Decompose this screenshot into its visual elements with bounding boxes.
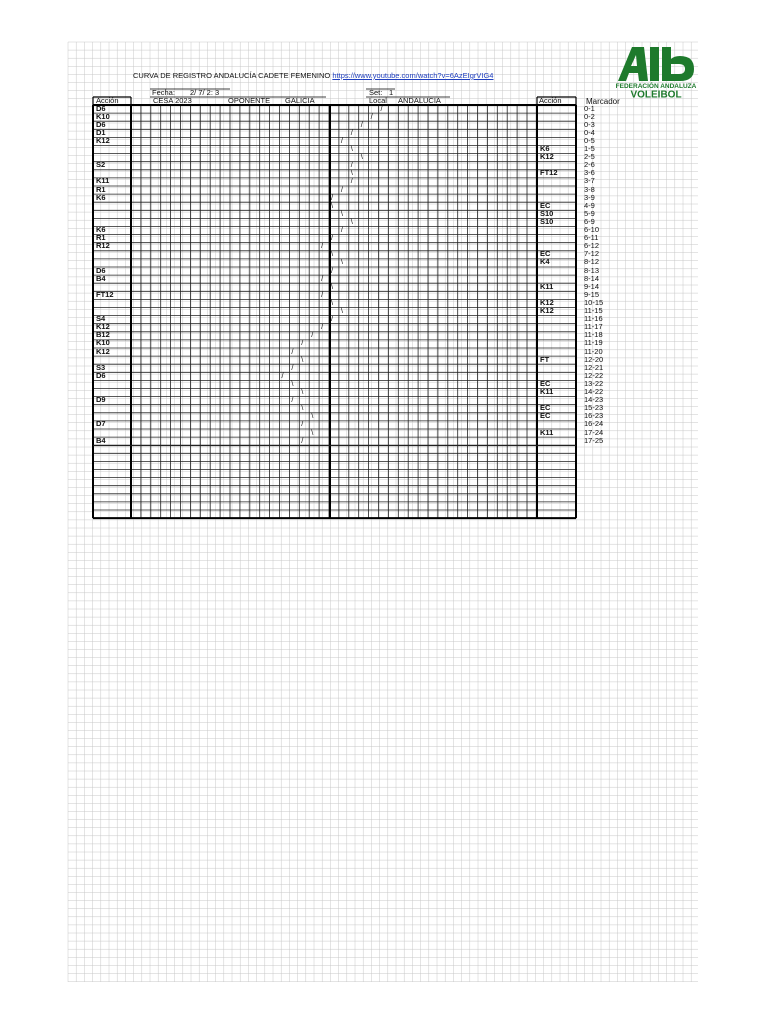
left-action: B4 [96,273,106,283]
left-action: D6 [96,119,106,129]
score-cell: 0-2 [584,111,595,121]
left-action: D9 [96,395,106,405]
right-action: K4 [540,257,550,267]
right-action: EC [540,249,551,259]
curve-mark: \ [340,257,343,267]
left-action: D6 [96,370,106,380]
right-action: K6 [540,144,550,153]
curve-mark: / [340,225,343,234]
score-cell: 11-15 [584,306,603,315]
left-action: D7 [96,419,106,429]
score-cell: 11-18 [584,330,603,340]
left-action: K6 [96,192,106,202]
score-cell: 9-14 [584,281,600,291]
fecha-value: 2/ 7/ 2: 3 [190,88,220,97]
right-action: K12 [540,306,554,315]
score-cell: 3-9 [584,192,595,202]
left-action: K10 [96,111,110,121]
curve-mark: \ [331,297,334,307]
curve-mark: \ [340,306,343,315]
set-value: 1 [389,88,394,97]
score-cell: 9-15 [584,289,600,299]
right-action: K12 [540,152,554,162]
score-cell: 8-12 [584,257,600,267]
logo-mark-icon [614,43,698,99]
sheet-title [133,72,493,80]
left-action: K12 [96,135,110,145]
curve-mark: \ [350,216,353,226]
curve-mark: / [291,395,294,405]
left-action: FT12 [96,289,114,299]
left-action: S4 [96,314,106,324]
score-cell: 15-23 [584,403,604,413]
score-cell: 3-8 [584,184,595,194]
left-action: R1 [96,233,106,243]
score-cell: 6-10 [584,225,600,234]
marcador-header: Marcador [586,97,620,106]
curve-mark: / [350,127,353,137]
left-action: K12 [96,346,110,356]
right-action: FT [540,354,550,364]
curve-mark: \ [340,208,343,218]
curve-mark: \ [331,200,334,210]
right-action: EC [540,378,551,388]
left-action: R12 [96,241,110,251]
left-action: K12 [96,322,110,332]
score-cell: 12-22 [584,370,604,380]
score-cell: 11-16 [584,314,603,324]
right-action: EC [540,411,551,421]
score-cell: 17-25 [584,435,604,445]
curve-mark: \ [301,354,304,364]
score-cell: 14-23 [584,395,604,405]
curve-mark: / [321,273,324,283]
score-cell: 6-9 [584,216,595,226]
local-value: ANDALUCIA [398,96,441,105]
score-cell: 11-20 [584,346,603,356]
local-label: Local [369,96,387,105]
right-action: K11 [540,427,554,437]
curve-mark: / [350,160,353,170]
logo-line1: FEDERACIÓN ANDALUZA [615,83,697,90]
curve-mark: \ [350,144,353,153]
federation-logo [614,43,698,99]
score-cell: 2-5 [584,152,595,162]
score-cell: 12-20 [584,354,604,364]
score-cell: 10-15 [584,297,604,307]
right-action: K12 [540,297,554,307]
score-cell: 5-9 [584,208,595,218]
score-cell: 6-11 [584,233,599,243]
score-cell: 8-13 [584,265,600,275]
curve-mark: \ [301,387,304,396]
score-cell: 1-5 [584,144,595,153]
left-action: K10 [96,338,110,348]
score-cell: 3-7 [584,176,595,186]
left-action: D1 [96,127,106,137]
curve-mark: / [340,135,343,145]
event-name: CESA 2023 [153,96,192,105]
right-action: EC [540,403,551,413]
curve-mark: / [301,435,304,445]
score-cell: 0-4 [584,127,595,137]
right-action: S10 [540,208,554,218]
left-action: B12 [96,330,110,340]
oponente-value: GALICIA [285,96,315,105]
curve-mark: \ [331,249,334,259]
right-action: K11 [540,281,554,291]
right-action: EC [540,200,551,210]
curve-mark: / [321,322,324,332]
score-cell: 0-5 [584,135,595,145]
video-link[interactable]: https://www.youtube.com/watch?v=6AzEIgrVIG4 [332,71,494,80]
curve-mark: \ [331,281,334,291]
fecha-label: Fecha: [152,88,175,97]
title-text: CURVA DE REGISTRO ANDALUCÍA CADETE FEMENINO [133,71,331,80]
left-action: R1 [96,184,106,194]
score-cell: 13-22 [584,378,604,388]
curve-mark: \ [291,378,294,388]
score-cell: 14-22 [584,387,604,396]
left-action: S2 [96,160,106,170]
left-action: K6 [96,225,106,234]
score-cell: 7-12 [584,249,600,259]
curve-mark: / [321,241,324,251]
score-cell: 6-12 [584,241,600,251]
score-cell: 16-23 [584,411,604,421]
curve-mark: / [370,111,373,121]
curve-mark: / [301,419,304,429]
oponente-label: OPONENTE [228,96,271,105]
curve-mark: \ [311,411,314,421]
logo-line2: VOLEIBOL [630,89,682,99]
score-cell: 0-1 [584,103,595,113]
curve-mark: / [331,233,334,243]
right-action: FT12 [540,168,558,178]
score-cell: 0-3 [584,119,595,129]
score-cell: 4-9 [584,200,595,210]
score-cell: 3-6 [584,168,595,178]
accion-right-header: Acción [539,96,562,105]
score-cell: 2-6 [584,160,595,170]
curve-mark: \ [350,168,353,178]
right-action: K11 [540,387,554,396]
curve-mark: / [331,265,334,275]
curve-mark: / [281,370,284,380]
curve-mark: / [360,119,363,129]
curve-mark: / [291,362,294,372]
score-cell: 11-17 [584,322,603,332]
left-action: B4 [96,435,106,445]
curve-mark: / [301,338,304,348]
score-cell: 8-14 [584,273,600,283]
curve-mark: \ [311,427,314,437]
curve-mark: \ [301,403,304,413]
right-action: S10 [540,216,554,226]
curve-mark: / [331,314,334,324]
accion-left-header: Acción [96,96,119,105]
left-action: D6 [96,103,106,113]
set-label: Set: [369,88,383,97]
left-action: K11 [96,176,110,186]
curve-mark: / [291,346,294,356]
score-cell: 16-24 [584,419,604,429]
left-action: D6 [96,265,106,275]
curve-mark: / [321,289,324,299]
score-cell: 11-19 [584,338,603,348]
curve-mark: / [380,103,383,113]
curve-mark: / [331,192,334,202]
score-cell: 17-24 [584,427,604,437]
left-action: S3 [96,362,106,372]
curve-mark: / [350,176,353,186]
curve-mark: \ [360,152,363,162]
curve-mark: / [311,330,314,340]
curve-mark: / [340,184,343,194]
score-cell: 12-21 [584,362,604,372]
